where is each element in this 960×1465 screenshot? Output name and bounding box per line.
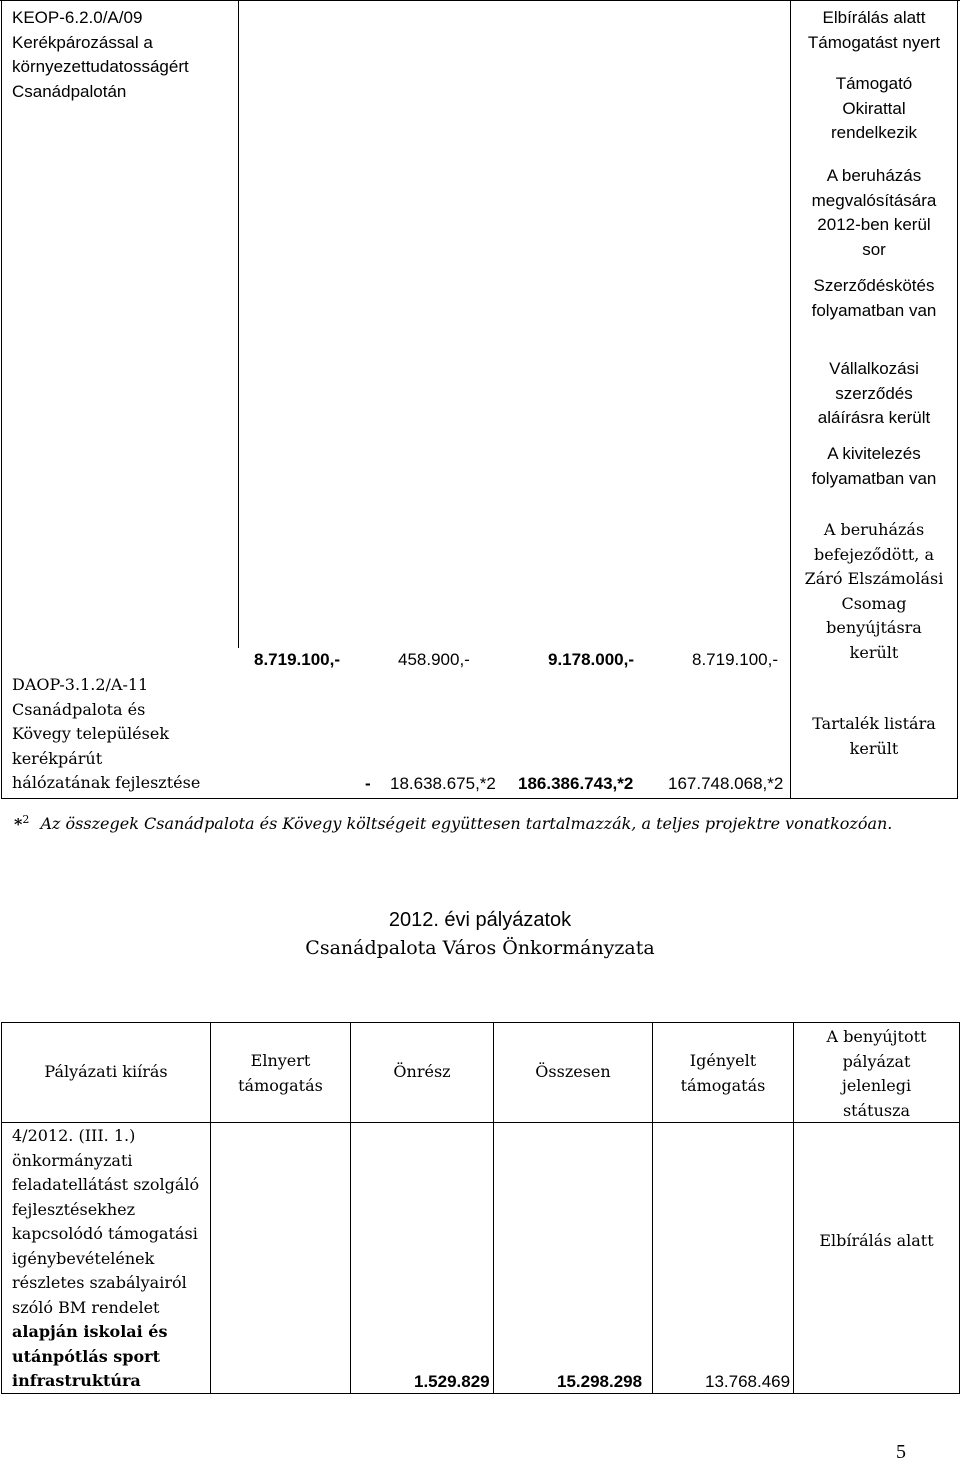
section-title: 2012. évi pályázatok <box>388 909 572 931</box>
status-szerzodeskotes: Szerződéskötés folyamatban van <box>811 276 937 320</box>
header-igenyelt-tamogatas: Igényelt támogatás <box>680 1051 766 1095</box>
amount2-elnyert: - <box>365 774 371 793</box>
header-onresz: Önrész <box>393 1062 451 1081</box>
footnote <box>14 808 892 837</box>
amount-onresz: 458.900,- <box>398 650 470 669</box>
project-name-keop: KEOP-6.2.0/A/09 Kerékpározással a környezettudatosságért Csanádpalotán <box>12 8 189 101</box>
row-onresz: 1.529.829 <box>414 1372 490 1391</box>
footnote-sup: 2 <box>22 813 30 826</box>
amount-osszesen: 9.178.000,- <box>548 650 635 669</box>
amount-elnyert: 8.719.100,- <box>254 650 341 669</box>
row-palyazati-kiiras: 4/2012. (III. 1.) önkormányzati feladatellátást szolgáló fejlesztésekhez kapcsolódó támogatási igénybevételének részletes szabályairól szóló BM rendelet alapján iskolai és utánpótlás sport infrastruktúra <box>12 1126 200 1390</box>
table1-top-border <box>0 0 960 1</box>
header-elnyert-tamogatas: Elnyert támogatás <box>238 1051 323 1095</box>
project-name-daop: DAOP-3.1.2/A-11 Csanádpalota és Kövegy települések kerékpárút hálózatának fejlesztése <box>12 675 201 792</box>
table1-col-divider <box>238 0 239 648</box>
section-subtitle: Csanádpalota Város Önkormányzata <box>305 937 655 959</box>
page-number: 5 <box>896 1441 906 1463</box>
header-osszesen: Összesen <box>535 1062 611 1081</box>
status-tamogato-okirat: Támogató Okirattal rendelkezik <box>831 74 917 142</box>
table2-top-border <box>1 1022 960 1023</box>
table1-right-border <box>957 0 958 798</box>
table1-left-border <box>1 0 2 798</box>
footnote-text: Az összegek Csanádpalota és Kövegy költségeit együttesen tartalmazzák, a teljes projektre vonatkozóan. <box>40 814 893 834</box>
row-statusz: Elbírálás alatt <box>819 1231 934 1250</box>
row-igenyelt: 13.768.469 <box>705 1372 791 1391</box>
status-megvalositas: A beruházás megvalósítására 2012-ben kerül sor <box>811 166 937 259</box>
status-befejezodott: A beruházás befejeződött, a Záró Elszámolási Csomag benyújtásra került <box>804 520 944 662</box>
header-statusz: A benyújtott pályázat jelenlegi státusza <box>826 1027 927 1120</box>
footnote-marker: * <box>14 814 23 834</box>
row-osszesen: 15.298.298 <box>557 1372 643 1391</box>
header-palyazati-kiiras: Pályázati kiírás <box>44 1062 168 1081</box>
amount2-osszesen: 186.386.743,*2 <box>518 774 634 793</box>
status-elbiralas: Elbírálás alatt Támogatást nyert <box>807 8 941 52</box>
status-vallalkozasi: Vállalkozási szerződés aláírásra került <box>817 359 931 427</box>
amount-igenyelt: 8.719.100,- <box>692 650 779 669</box>
amount2-igenyelt: 167.748.068,*2 <box>668 774 784 793</box>
table1-bottom-border <box>1 798 958 799</box>
status-tartalek: Tartalék listára került <box>812 714 936 758</box>
amount2-onresz: 18.638.675,*2 <box>390 774 496 793</box>
status-kivitelezes: A kivitelezés folyamatban van <box>811 444 937 488</box>
